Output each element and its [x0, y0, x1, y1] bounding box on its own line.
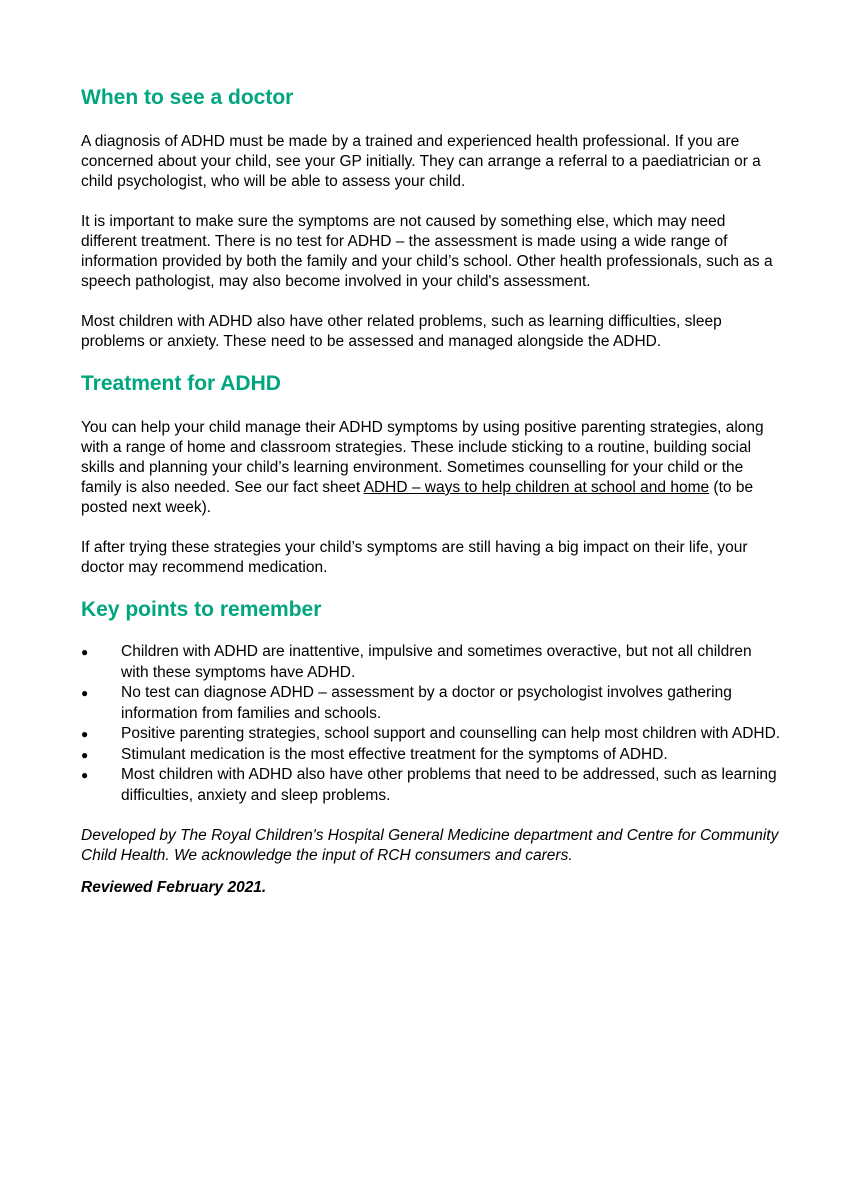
paragraph-assessment: It is important to make sure the symptoms are not caused by something else, which may need different treatment. There is no test for ADHD – the assessment is made using a wide range of information provided by both the family and your child’s school. Other health professionals, such as a speech pathologist, may also become involved in your child's assessment.: [81, 213, 773, 290]
paragraph-diagnosis: A diagnosis of ADHD must be made by a trained and experienced health professional. If you are concerned about your child, see your GP initially. They can arrange a referral to a paediatrician or a child psychologist, who will be able to assess your child.: [81, 133, 761, 190]
list-item: [81, 642, 781, 683]
bullet-icon: ●: [81, 768, 89, 782]
list-item: [81, 765, 781, 806]
fact-sheet-link[interactable]: ADHD – ways to help children at school and home: [363, 479, 710, 496]
treatment-text-before-link: You can help your child manage their ADHD symptoms by using positive parenting strategies, along with a range of home and classroom strategies. These include sticking to a routine, building social skills and planning your child’s learning environment. Sometimes counselling for your child or the family is also needed. See our fact sheet: [81, 419, 764, 496]
credit-text: Developed by The Royal Children's Hospital General Medicine department and Centre for Community Child Health. We acknowledge the input of RCH consumers and carers.: [81, 827, 779, 864]
list-item-text: Children with ADHD are inattentive, impulsive and sometimes overactive, but not all children with these symptoms have ADHD.: [121, 643, 752, 681]
list-item-text: Stimulant medication is the most effective treatment for the symptoms of ADHD.: [121, 745, 668, 763]
heading-treatment: Treatment for ADHD: [81, 372, 281, 395]
reviewed-date: Reviewed February 2021.: [81, 879, 267, 896]
key-points-list: [81, 642, 781, 806]
bullet-icon: ●: [81, 747, 89, 762]
list-item-text: Positive parenting strategies, school support and counselling can help most children with ADHD.: [121, 725, 781, 742]
bullet-icon: ●: [81, 645, 89, 659]
heading-when-to-see-doctor: When to see a doctor: [81, 86, 294, 109]
document-page: [81, 84, 781, 898]
list-item: [81, 745, 781, 766]
paragraph-medication: If after trying these strategies your child’s symptoms are still having a big impact on their life, your doctor may recommend medication.: [81, 539, 748, 576]
list-item: [81, 724, 781, 745]
bullet-icon: ●: [81, 686, 89, 700]
list-item-text: Most children with ADHD also have other problems that need to be addressed, such as learning difficulties, anxiety and sleep problems.: [121, 766, 777, 804]
bullet-icon: ●: [81, 727, 89, 741]
treatment-text-after-link: (to be posted next week).: [81, 479, 754, 516]
heading-key-points: Key points to remember: [81, 598, 322, 621]
list-item: [81, 683, 781, 724]
paragraph-treatment-strategies: [81, 418, 781, 518]
list-item-text: No test can diagnose ADHD – assessment by a doctor or psychologist involves gathering information from families and schools.: [121, 684, 732, 722]
paragraph-related-problems: Most children with ADHD also have other related problems, such as learning difficulties, sleep problems or anxiety. These need to be assessed and managed alongside the ADHD.: [81, 313, 722, 350]
